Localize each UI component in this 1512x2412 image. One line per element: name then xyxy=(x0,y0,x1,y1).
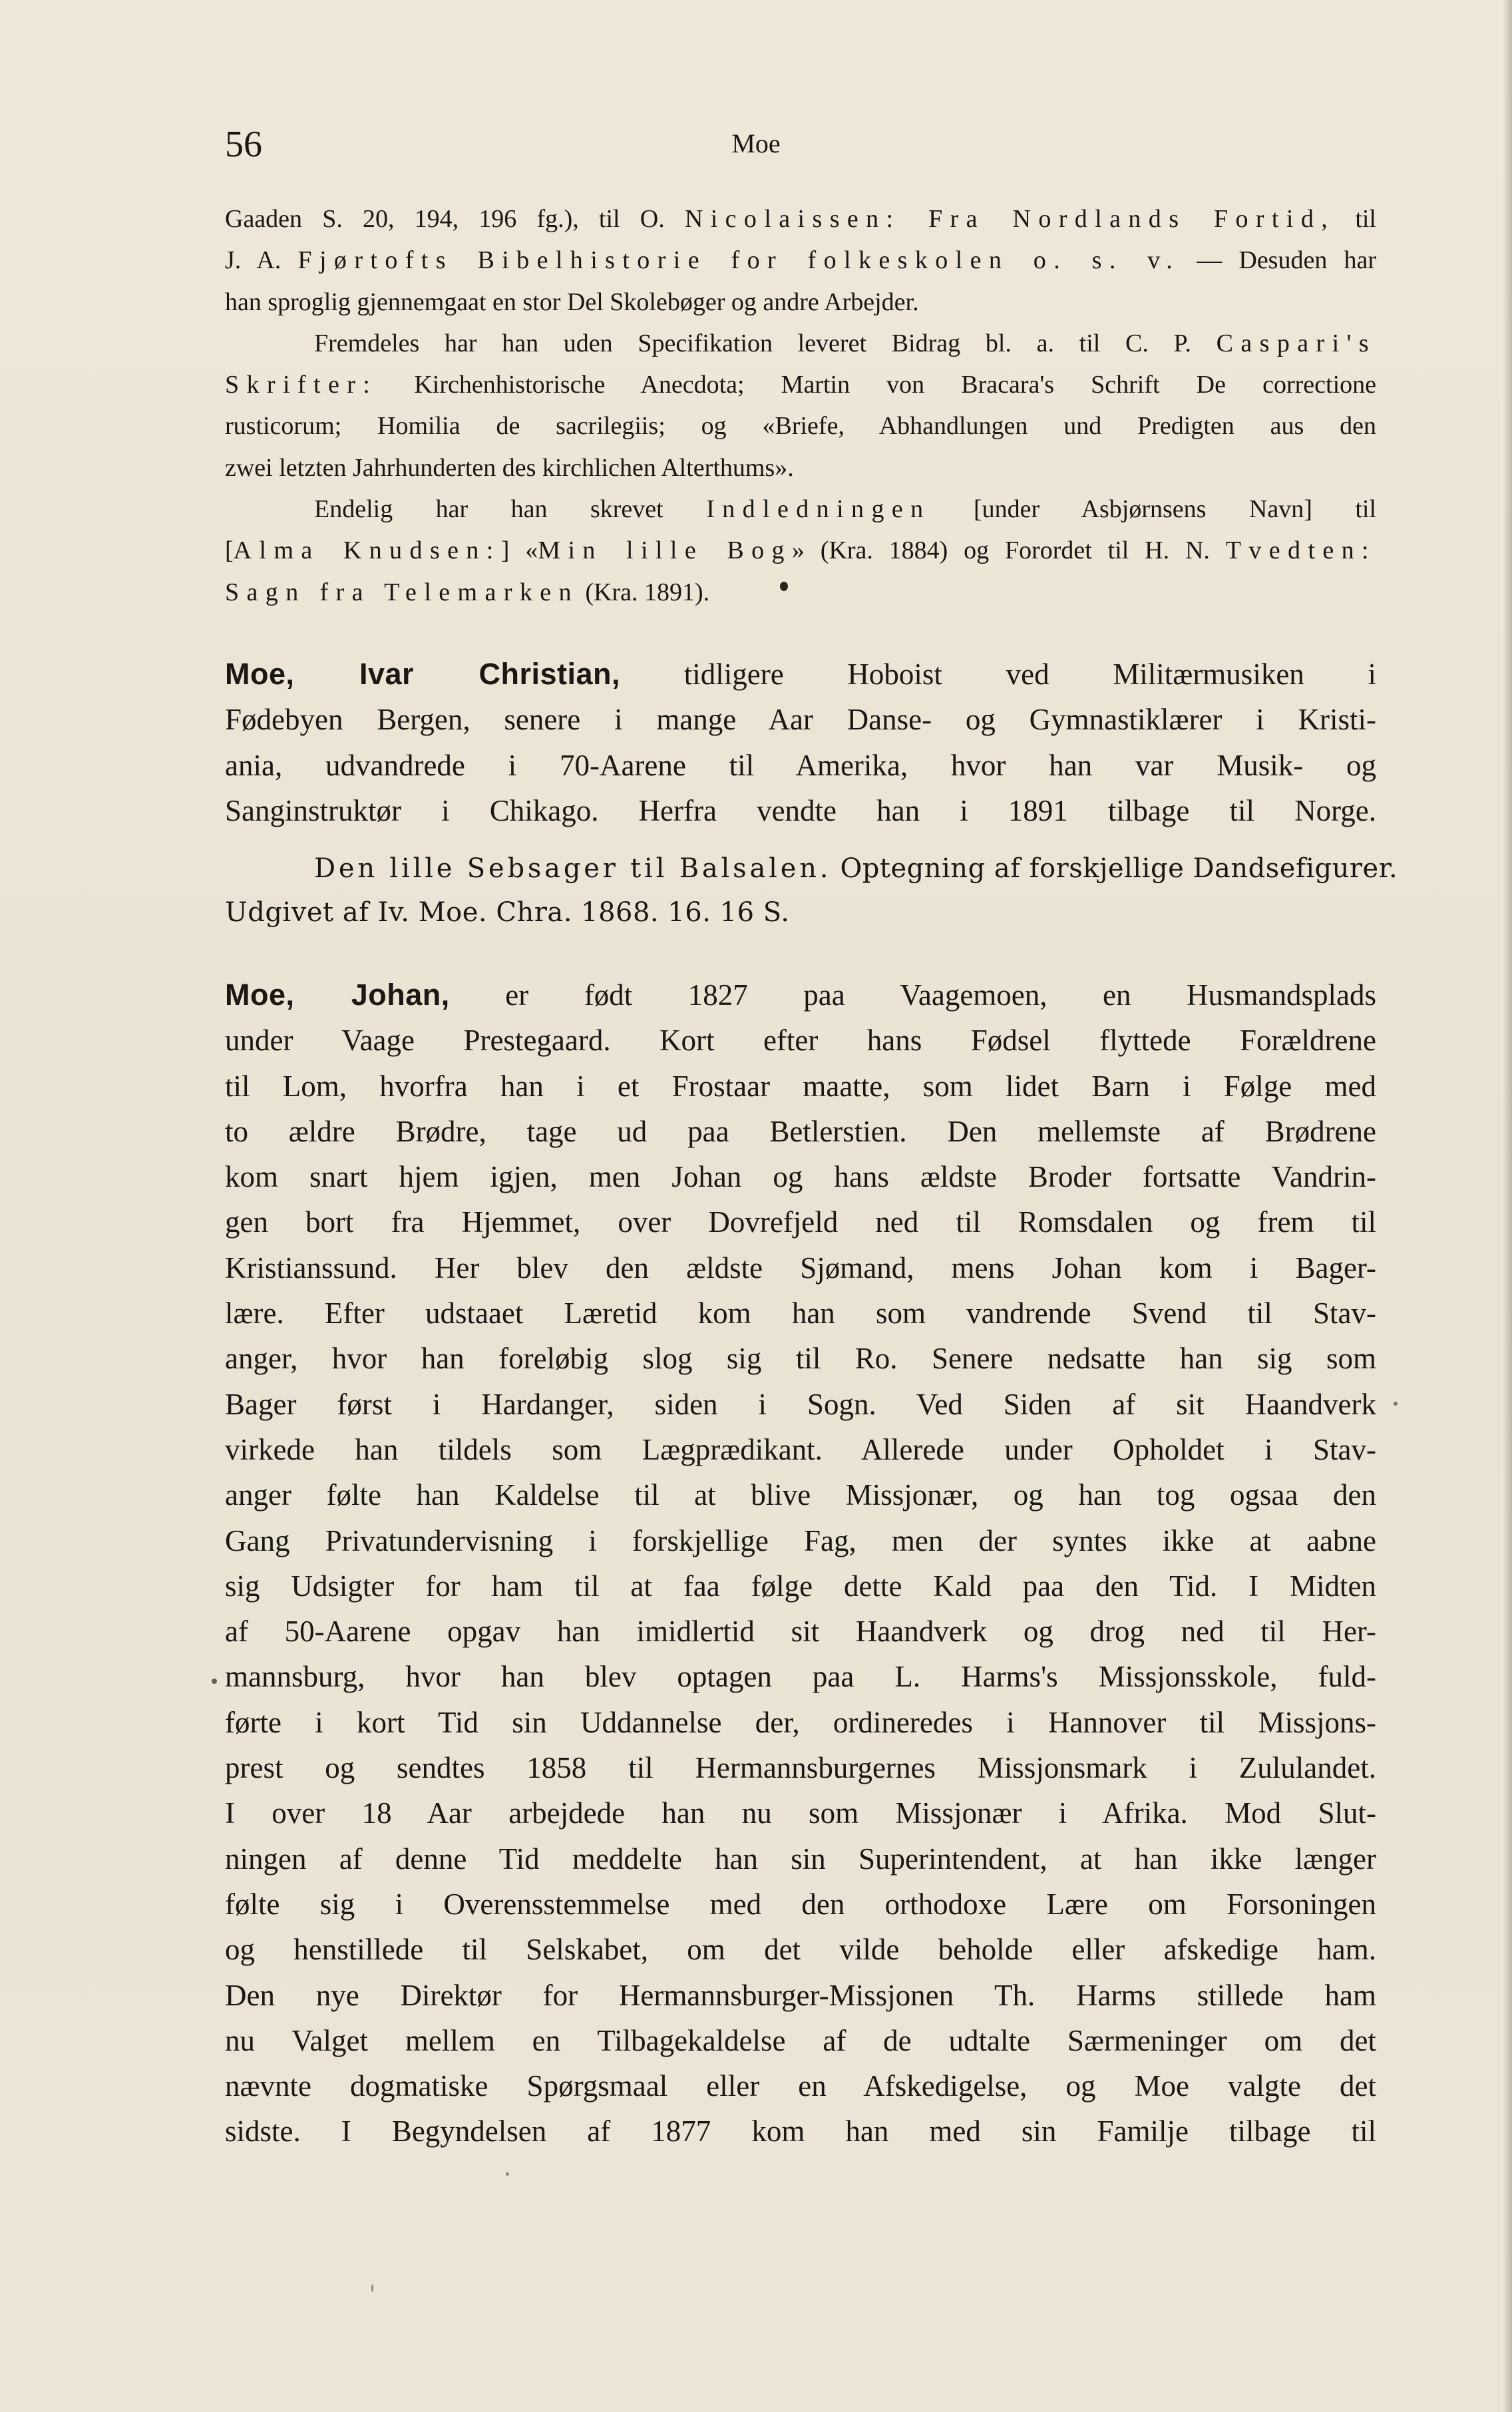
intro-line: J. A. Fjørtofts Bibelhistorie for folkeskolen o. s. v. — Desuden har xyxy=(225,246,1376,275)
entry-name: Moe, Johan, xyxy=(225,978,450,1012)
intro-line: Skrifter: Kirchenhistorische Anecdota; Martin von Bracara's Schrift De correctione xyxy=(225,371,1376,399)
intro-line: Fremdeles har han uden Specifikation leveret Bidrag bl. a. til C. P. Caspari's xyxy=(314,329,1376,357)
ink-speck xyxy=(780,582,788,591)
ink-speck xyxy=(371,2284,373,2292)
entry-ivar-christian-moe xyxy=(225,652,1376,833)
intro-line: Endelig har han skrevet Indledningen [under Asbjørnsens Navn] til xyxy=(314,495,1376,524)
entry-line: prest og sendtes 1858 til Hermannsburgernes Missjonsmark i Zululandet. xyxy=(225,1751,1376,1785)
page-edge-shadow xyxy=(1503,0,1512,2412)
entry-line: anger, hvor han foreløbig slog sig til Ro. Senere nedsatte han sig som xyxy=(225,1342,1376,1376)
ink-speck xyxy=(506,2172,509,2176)
entry-name: Moe, Ivar Christian, xyxy=(225,657,621,691)
entry-johan-moe xyxy=(225,972,1376,2154)
entry-line: Moe, Ivar Christian, tidligere Hoboist ved Militærmusiken i xyxy=(225,657,1377,691)
intro-line: han sproglig gjennemgaat en stor Del Skolebøger og andre Arbejder. xyxy=(225,288,919,316)
bibliography-ivar xyxy=(225,847,1398,934)
entry-line: lære. Efter udstaaet Læretid kom han som vandrende Svend til Stav- xyxy=(225,1297,1376,1330)
entry-line: sidste. I Begyndelsen af 1877 kom han med sin Familje tilbage til xyxy=(225,2114,1376,2148)
entry-line: Sanginstruktør i Chikago. Herfra vendte han i 1891 tilbage til Norge. xyxy=(225,793,1376,827)
entry-line: under Vaage Prestegaard. Kort efter hans Fødsel flyttede Forældrene xyxy=(225,1024,1376,1058)
entry-line: virkede han tildels som Lægprædikant. Allerede under Opholdet i Stav- xyxy=(225,1432,1376,1466)
intro-section xyxy=(225,198,1376,613)
entry-line: nu Valget mellem en Tilbagekaldelse af de udtalte Særmeninger om det xyxy=(225,2023,1376,2057)
intro-line: zwei letzten Jahrhunderten des kirchlichen Alterthums». xyxy=(225,453,794,482)
page-number: 56 xyxy=(225,124,262,165)
entry-line: ania, udvandrede i 70-Aarene til Amerika, hvor han var Musik- og xyxy=(225,748,1376,782)
intro-line: Gaaden S. 20, 194, 196 fg.), til O. Nicolaissen: Fra Nordlands Fortid, til xyxy=(225,205,1376,233)
entry-line: gen bort fra Hjemmet, over Dovrefjeld ned til Romsdalen og frem til xyxy=(225,1205,1376,1239)
entry-line: anger følte han Kaldelse til at blive Missjonær, og han tog ogsaa den xyxy=(225,1478,1376,1512)
running-title: Moe xyxy=(731,128,781,158)
bibliography-line: Den lille Sebsager til Balsalen. Optegning af forskjellige Dandsefigurer. xyxy=(314,853,1398,884)
intro-line: rusticorum; Homilia de sacrilegiis; og «Briefe, Abhandlungen und Predigten aus den xyxy=(225,412,1376,441)
intro-line: [Alma Knudsen:] «Min lille Bog» (Kra. 1884) og Forordet til H. N. Tvedten: xyxy=(225,536,1376,565)
ink-speck xyxy=(212,1679,217,1684)
entry-line: ningen af denne Tid meddelte han sin Superintendent, at han ikke længer xyxy=(225,1842,1376,1876)
entry-line: Den nye Direktør for Hermannsburger-Missjonen Th. Harms stillede ham xyxy=(225,1978,1376,2012)
entry-line: Kristianssund. Her blev den ældste Sjømand, mens Johan kom i Bager- xyxy=(225,1251,1376,1285)
entry-line: følte sig i Overensstemmelse med den orthodoxe Lære om Forsoningen xyxy=(225,1887,1376,1921)
entry-line: kom snart hjem igjen, men Johan og hans ældste Broder fortsatte Vandrin- xyxy=(225,1160,1376,1194)
entry-line: af 50-Aarene opgav han imidlertid sit Haandverk og drog ned til Her- xyxy=(225,1615,1376,1649)
entry-line: førte i kort Tid sin Uddannelse der, ordineredes i Hannover til Missjons- xyxy=(225,1705,1376,1739)
ink-speck xyxy=(1394,1402,1398,1406)
entry-line: Moe, Johan, er født 1827 paa Vaagemoen, en Husmandsplads xyxy=(225,978,1376,1012)
entry-line: og henstillede til Selskabet, om det vilde beholde eller afskedige ham. xyxy=(225,1933,1376,1967)
entry-line: til Lom, hvorfra han i et Frostaar maatte, som lidet Barn i Følge med xyxy=(225,1069,1376,1103)
entry-line: to ældre Brødre, tage ud paa Betlerstien. Den mellemste af Brødrene xyxy=(225,1114,1376,1148)
intro-line: Sagn fra Telemarken (Kra. 1891). xyxy=(225,578,710,606)
entry-line: mannsburg, hvor han blev optagen paa L. Harms's Missjonsskole, fuld- xyxy=(225,1660,1376,1694)
entry-line: Gang Privatundervisning i forskjellige Fag, men der syntes ikke at aabne xyxy=(225,1523,1376,1557)
entry-line: sig Udsigter for ham til at faa følge dette Kald paa den Tid. I Midten xyxy=(225,1569,1376,1603)
entry-line: I over 18 Aar arbejdede han nu som Missjonær i Afrika. Mod Slut- xyxy=(225,1796,1376,1830)
entry-line: Bager først i Hardanger, siden i Sogn. Ved Siden af sit Haandverk xyxy=(225,1387,1376,1421)
entry-line: Fødebyen Bergen, senere i mange Aar Danse- og Gymnastiklærer i Kristi- xyxy=(225,703,1376,737)
bibliography-line: Udgivet af Iv. Moe. Chra. 1868. 16. 16 S. xyxy=(225,897,790,928)
entry-line: nævnte dogmatiske Spørgsmaal eller en Afskedigelse, og Moe valgte det xyxy=(225,2069,1376,2103)
